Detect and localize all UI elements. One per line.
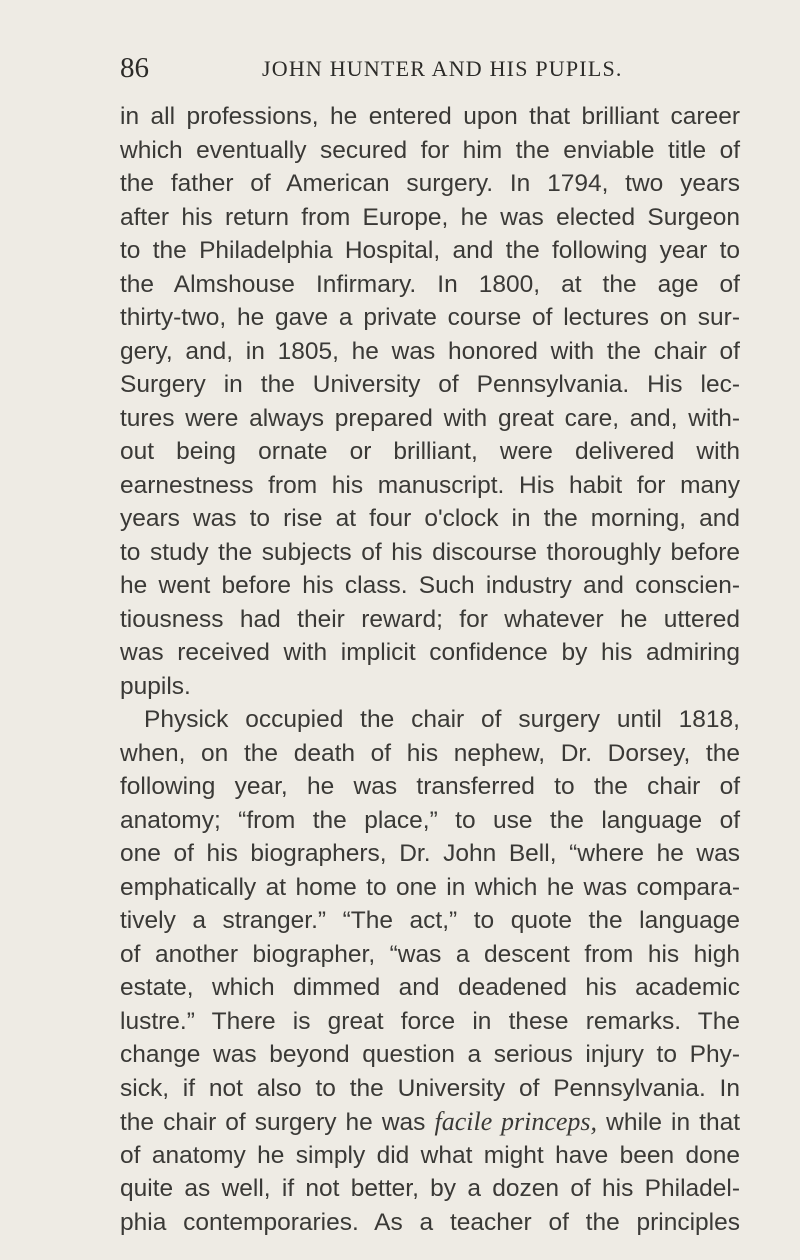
text-line: in all professions, he entered upon that brilliant career — [120, 103, 740, 130]
running-head: JOHN HUNTER AND HIS PUPILS. — [262, 56, 623, 81]
text-line: sick, if not also to the University of Pennsylvania. In — [120, 1074, 740, 1102]
text-line: tively a stranger.” “The act,” to quote the language — [120, 907, 740, 934]
paragraph-2 — [120, 703, 740, 1239]
text-line: after his return from Europe, he was elected Surgeon — [120, 203, 740, 231]
text-segment: the chair of surgery he was — [120, 1109, 435, 1136]
text-line: when, on the death of his nephew, Dr. Dorsey, the — [120, 739, 740, 767]
text-line: of anatomy he simply did what might have been done — [120, 1141, 740, 1169]
paragraph-1 — [120, 100, 740, 703]
page-number: 86 — [120, 52, 149, 84]
text-line: out being ornate or brilliant, were delivered with — [120, 438, 740, 465]
text-line: gery, and, in 1805, he was honored with the chair of — [120, 337, 740, 365]
text-segment: while in that — [597, 1109, 741, 1136]
text-line: tiousness had their reward; for whatever he uttered — [120, 605, 740, 633]
text-line: the father of American surgery. In 1794, two years — [120, 170, 740, 197]
text-line: change was beyond question a serious injury to Phy- — [120, 1041, 740, 1068]
text-line: to study the subjects of his discourse thoroughly before — [120, 538, 740, 566]
text-line: earnestness from his manuscript. His habit for many — [120, 471, 740, 499]
text-line: thirty-two, he gave a private course of lectures on sur- — [120, 304, 740, 331]
text-line: years was to rise at four o'clock in the morning, and — [120, 505, 740, 532]
italic-phrase: facile princeps, — [434, 1107, 598, 1136]
text-line: lustre.” There is great force in these remarks. The — [120, 1007, 740, 1035]
text-line: phia contemporaries. As a teacher of the principles — [120, 1208, 740, 1236]
text-line: anatomy; “from the place,” to use the language of — [120, 806, 740, 834]
text-line: he went before his class. Such industry and conscien- — [120, 572, 740, 599]
text-line: Surgery in the University of Pennsylvania. His lec- — [120, 371, 740, 398]
text-line: tures were always prepared with great care, and, with- — [120, 404, 740, 432]
text-line: quite as well, if not better, by a dozen of his Philadel- — [120, 1175, 740, 1202]
text-line: which eventually secured for him the enviable title of — [120, 136, 740, 164]
text-line: was received with implicit confidence by his admiring — [120, 639, 740, 666]
text-line: to the Philadelphia Hospital, and the following year to — [120, 237, 740, 264]
text-line: of another biographer, “was a descent from his high — [120, 940, 740, 968]
text-line: following year, he was transferred to the chair of — [120, 773, 740, 800]
text-line-with-italic — [120, 1105, 740, 1139]
text-line: pupils. — [120, 672, 191, 700]
text-line: emphatically at home to one in which he was compara- — [120, 873, 740, 901]
page-header — [0, 52, 800, 88]
text-line: the Almshouse Infirmary. In 1800, at the age of — [120, 270, 740, 298]
text-line: Physick occupied the chair of surgery until 1818, — [144, 706, 740, 733]
text-line: estate, which dimmed and deadened his academic — [120, 974, 740, 1001]
text-line: one of his biographers, Dr. John Bell, “where he was — [120, 840, 740, 867]
body-text — [120, 100, 740, 1239]
